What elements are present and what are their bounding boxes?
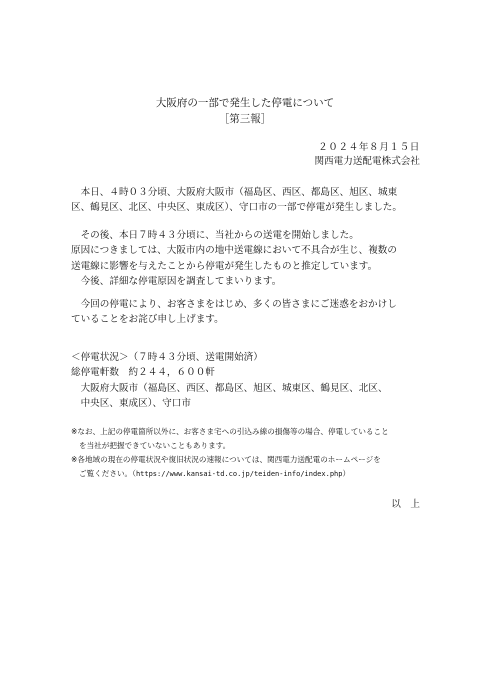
- note-service-line: [71, 425, 431, 452]
- note-website: [71, 453, 431, 481]
- issuer-company: 関西電力送配電株式会社: [314, 156, 420, 167]
- paragraph-line: その後、本日７時４３分頃に、当社からの送電を開始しました。: [80, 230, 359, 241]
- note-text: ）: [342, 468, 351, 478]
- paragraph-line: 原因につきましては、大阪市内の地中送電線において不具合が生じ、複数の: [71, 245, 397, 257]
- issue-date: ２０２４年８月１５日: [318, 142, 420, 153]
- paragraph-line: 送電線に影響を与えたことから停電が発生したものと推定しています。: [71, 260, 378, 272]
- note-line: を当社が把握できていないこともあります。: [79, 440, 231, 450]
- note-line: ※各地域の現在の停電状況や復旧状況の速報については、関西電力送配電のホームページを: [71, 455, 381, 464]
- paragraph-line: 区、鶴見区、北区、中央区、東成区）、守口市の一部で停電が発生しました。: [71, 202, 402, 214]
- status-area-line: 中央区、東成区）、守口市: [80, 398, 191, 410]
- paragraph-line: 本日、４時０３分頃、大阪府大阪市（福島区、西区、都島区、旭区、城東: [80, 187, 398, 198]
- note-text: ご覧ください。（: [79, 468, 136, 478]
- outage-info-link[interactable]: https://www.kansai-td.co.jp/teiden-info/index.php: [135, 469, 343, 478]
- document-subtitle: ［第三報］: [218, 113, 272, 125]
- document-title: 大阪府の一部で発生した停電について: [155, 97, 335, 109]
- paragraph-cause: [71, 228, 423, 290]
- paragraph-outage-summary: [71, 185, 423, 216]
- status-area-line: 大阪府大阪市（福島区、西区、都島区、旭区、城東区、鶴見区、北区、: [80, 382, 388, 394]
- paragraph-line: 今後、詳細な停電原因を調査してまいります。: [80, 276, 282, 288]
- paragraph-line: ていることをお詫び申し上げます。: [71, 314, 224, 326]
- paragraph-apology: [71, 297, 423, 328]
- status-total-households: 総停電軒数 約２４４，６００軒: [71, 367, 215, 379]
- note-line: [71, 467, 431, 482]
- paragraph-line: 今回の停電により、お客さまをはじめ、多くの皆さまにご迷惑をおかけし: [80, 299, 397, 310]
- outage-status-section: [71, 350, 423, 412]
- closing-mark: 以 上: [391, 499, 420, 510]
- status-heading: ＜停電状況＞（７時４３分頃、送電開始済）: [71, 352, 263, 363]
- note-line: ※なお、上記の停電箇所以外に、お客さま宅への引込み線の損傷等の場合、停電していること: [71, 427, 389, 436]
